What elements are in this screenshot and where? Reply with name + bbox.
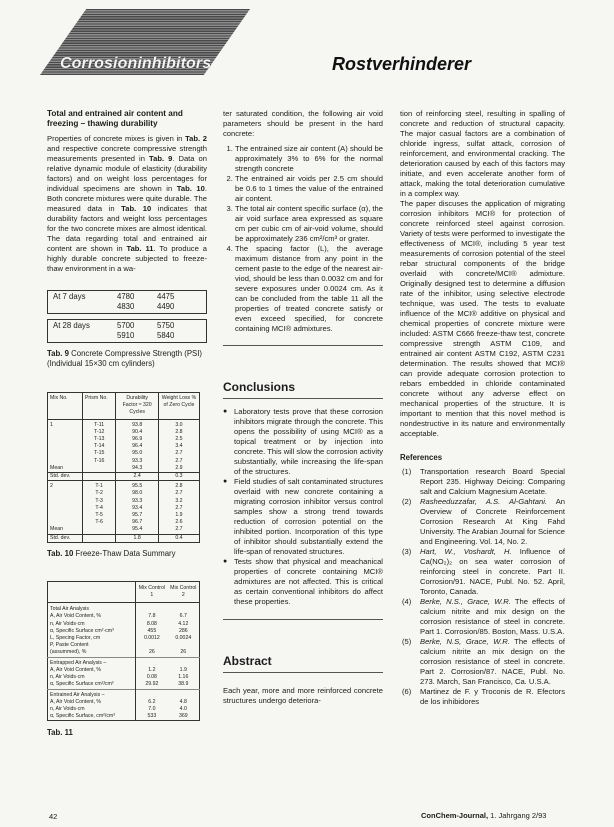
table-10-cell: 3.4 [158,443,199,450]
abstract-heading: Abstract [223,654,383,673]
abstract-text-start: Each year, more and more reinforced concrete structures undergo deteriora- [223,686,383,705]
table-reference: Tab. 10 [121,204,152,213]
air-void-parameters-list [223,144,383,334]
table-10-header: Durability Factor ≈ 320 Cycles [116,393,159,420]
table-11-header: Mix Control 2 [168,581,200,602]
table-11-row [48,628,200,635]
table-11-value: 1.9 [179,666,187,673]
table-11-row [48,713,200,721]
table-9-row [53,292,201,302]
table-11-label: n, Air Voids·cm [48,621,136,628]
table-11-value: 26 [148,649,155,656]
table-11-row [48,706,200,713]
reference-authors: Berke, N.S, Grace, W.R. [420,637,510,646]
column-2 [223,109,383,706]
table-9-value: 5750 [157,321,175,330]
table-10-cell: 2.7 [158,526,199,534]
section-banner-title: Corrosioninhibitors [60,55,212,72]
table-reference: Tab. 10 [176,184,205,193]
conclusion-item: ● Laboratory tests prove that these corrosion inhibitors migrate through the concrete. This opens the possibility of using MCI® as a topical treatment or by injection into concrete. This will slow the corrosion activity substantially, while increasing the life-span of the structures. [234,407,383,477]
table-11-value: 6.7 [179,613,187,620]
column-3 [400,109,565,707]
table-10-cell: 3.0 [158,419,199,429]
abstract-continued-2: The paper discuses the application of migrating corrosion inhibitors MCI® for protection of concrete reinforced steel against corrosion. Variety of tests were performed to investigate the effectiveness of MCI®, including 5 year test measurements of corrosion potential of the steel rebar structural components of the bridge overlaid with concrete/MCI® admixture. Originally designed test to determine a diffusion rate of the inhibitor, using selective electrode technique, was used. The tests to evaluate influence of the MCI® additive on physical and chemical properties of concrete mixture were included: ASTM C666 freeze-thaw test, concrete compressive strength ASTM C109, and entrained air content ASTM C192, ASTM C231 determination. The results showed that MCI® can provide adequate corrosion protection to rebars embedded in chloride contaminated concrete without any adverse effect on mechanical properties of the structure. It is important to mention that this novel method is nondestructive in its nature and environmentally acceptable. [400,199,565,438]
table-11-value [136,642,168,649]
table-10-cell [82,526,115,534]
table-10-caption: Tab. 10 Freeze-Thaw Data Summary [47,548,176,558]
table-10-row [48,512,200,519]
table-10-cell: 0.4 [158,534,199,542]
table-10-row [48,519,200,526]
table-10-cell [82,534,115,542]
table-11-label: (assummed), % [48,649,136,657]
table-9-value: 4475 [157,292,175,301]
table-10-cell: T-6 [82,519,115,526]
reference-number: (4) [402,597,412,606]
divider [223,345,383,346]
table-10-row [48,505,200,512]
table-9-value: 5840 [157,331,175,340]
table-11-row [48,667,200,674]
reference-number: (1) [402,467,412,476]
table-11-label: α, Specific Surface, cm²/cm³ [48,713,136,721]
table-10-row [48,443,200,450]
table-10-cell: 2.9 [158,465,199,473]
table-10-row [48,429,200,436]
table-9-row [53,331,201,341]
table-10-cell: T-2 [82,490,115,497]
column-1 [47,109,207,738]
table-11-cell [168,657,200,667]
table-10-cell [48,512,83,519]
table-11-cell [136,603,168,614]
reference-authors: Berke, N.S., Grace, W.R. [420,597,511,606]
table-11-row [48,699,200,706]
reference-item: (3) Hart, W., Voshardt, H. Influence of Ca(NO₂)₂ on sea water corrosion of reinforcing steel in concrete. Part II. Corrosion/91. NACE, Publ. No. 52. April, Toronto, Canada. [402,547,565,596]
table-11-label: A, Air Void Content, % [48,699,136,706]
table-9-value: 5700 [117,321,135,330]
table-11-value: 4.8 [179,698,187,705]
table-10-cell [48,443,83,450]
table-10-cell: 96.9 [116,436,159,443]
table-10-cell: 2.8 [158,429,199,436]
table-11-label: n, Air Voids·cm [48,674,136,681]
table-10-cell: 93.3 [116,458,159,465]
table-9 [47,290,207,369]
table-11-value: 6.2 [148,698,156,705]
table-10-cell: 3.2 [158,498,199,505]
table-10-cell: 2.6 [158,519,199,526]
references-heading: References [400,453,443,462]
reference-item: (2) Rasheeduzzafar, A.S. Al-Gahtani. An Overview of Concrete Reinforcement Corrosion Research At King Fahd University. The Arabian Journal for Science and Engineering. Vol. 14, No. 2. [402,497,566,546]
table-10-cell: 2.7 [158,458,199,465]
table-10-row [48,458,200,465]
air-content-paragraph: Properties of concrete mixes is given in Tab. 2 and respective concrete compressive strength measurements presented in Tab. 9. Data on relative dynamic module of elasticity (durability factors) and on weight loss percentages for individual specimens are shown in Tab. 10. Both concrete mixtures were quite durable. The measured data in Tab. 10 indicates that durability factors and weight loss percentages for the two concrete mixes are almost identical. The data regarding total and entrained air content are shown in Tab. 11. To produce a highly durable concrete subjected to freeze-thaw environment in a wa- [47,134,207,273]
table-11-cell [168,689,200,699]
table-10-cell [48,450,83,457]
table-11-row [48,635,200,642]
table-10-cell: 1.9 [158,512,199,519]
table-11-value: 4.0 [179,705,187,712]
table-10-cell: 2.7 [158,490,199,497]
table-10-cell: Std. dev. [48,473,83,481]
table-10-cell: 95.4 [116,526,159,534]
table-10-cell [48,490,83,497]
reference-number: (2) [402,497,412,506]
table-11-row [48,642,200,649]
table-9-label [53,302,117,312]
table-9-value: 4780 [117,292,135,301]
table-11-row [48,613,200,620]
table-11-label: α, Specific Surface cm²/cm³ [48,681,136,689]
table-reference: Tab. 2 [185,134,207,143]
table-10-cell: 2.7 [158,450,199,457]
table-11-section-label: Entrapped Air Analysis – [48,657,136,667]
table-10-cell: 95.0 [116,450,159,457]
table-10-cell [48,498,83,505]
table-10-cell: Mean [50,464,63,471]
table-10-cell: 2.8 [158,481,199,491]
parameter-item: 3. The total air content specific surface (α), the air void surface area expressed as square cm per cubic cm of air-void volume, should be approximately 236 cm²/cm³ or grater. [235,204,383,244]
table-11-value: 533 [147,713,157,720]
table-10-cell: 98.0 [116,490,159,497]
table-10-cell: 96.7 [116,519,159,526]
abstract-continued-1: tion of reinforcing steel, resulting in spalling of concrete and reduction of structural capacity. The major casual factors are a combination of chloride ingress, sulfat attack, corrosion of reinforcement, and environmental cracking. The deterioration caused by each of this factors may initiate, and even accelerate another form of attack, making the total deterioration cumulative in a complex way. [400,109,565,198]
table-10-row [48,419,200,429]
table-11-row [48,681,200,689]
table-10-cell: 90.4 [116,429,159,436]
table-11-label: P, Paste Content [48,642,136,649]
table-11-value: 26 [180,649,187,656]
table-reference: Tab. 9 [149,154,173,163]
table-9-caption: Tab. 9 Concrete Compressive Strength (PSI) (Individual 15×30 cm cylinders) [47,349,202,368]
table-10-header: Prism No. [82,393,115,420]
table-11-caption: Tab. 11 [47,728,73,738]
table-10-cell: T-3 [82,498,115,505]
table-11-label: n, Air Voids·cm [48,706,136,713]
table-10-cell: 94.3 [116,465,159,473]
table-11-cell [168,603,200,614]
table-11-row [48,649,200,657]
references-list [400,467,565,707]
table-11-value: 1.2 [148,666,156,673]
journal-footer: ConChem-Journal, 1. Jahrgang 2/93 [421,811,547,820]
table-9-group [47,319,207,343]
table-10-cell: 96.4 [116,443,159,450]
table-11-value: 455 [147,627,157,634]
table-9-label [53,331,117,341]
table-10-cell: Mean [50,526,63,533]
table-10-row [48,481,200,491]
table-9-row [53,302,201,312]
table-9-row [53,321,201,331]
table-10-row [48,473,200,481]
reference-item: (5) Berke, N.S, Grace, W.R. The effects of calcium nitrite an mix design on the corrosion resistance of steel in concrete. Part 2. Corrosion/87. NACE, Publ. No. 273. March, San Francisco, Ca. U.S.A. [402,637,565,686]
table-10-cell [48,458,83,465]
table-10-row [48,490,200,497]
table-11-section-title [48,603,200,614]
table-11-value: 0.0012 [143,635,160,642]
table-11-label: A, Air Void Content, % [48,613,136,620]
table-11-cell [136,657,168,667]
table-11-row [48,674,200,681]
table-11-value: 7.8 [148,613,156,620]
table-10-cell: Std. dev. [48,534,83,542]
table-11-value: 1.16 [178,674,189,681]
table-11-row [48,621,200,628]
table-10-cell: T-14 [82,443,115,450]
table-11-cell [136,689,168,699]
table-10-cell: T-15 [82,450,115,457]
reference-number: (5) [402,637,412,646]
table-10-cell: 2.7 [158,505,199,512]
table-10-cell: 95.5 [116,481,159,491]
reference-authors: Hart, W., Voshardt, H. [420,547,512,556]
conclusions-heading: Conclusions [223,380,383,399]
table-10-cell: 1 [50,421,53,428]
divider [223,619,383,620]
table-11-value: 8.08 [146,620,157,627]
table-10-row [48,534,200,542]
reference-item: (6) Martinez de F. y Troconis de R. Efectors de los inhibidores [402,687,565,706]
page-number: 42 [49,812,58,821]
table-10-cell: T-4 [82,505,115,512]
table-10-row [48,465,200,473]
table-10-cell: 0.3 [158,473,199,481]
table-10-cell: 1.8 [116,534,159,542]
table-10-cell [82,465,115,473]
table-11-label: A, Air Void Content, % [48,667,136,674]
table-9-value: 4830 [117,302,135,311]
table-11-header: Mix Control 1 [136,581,168,602]
table-9-group [47,290,207,314]
table-10-cell [48,505,83,512]
table-11-value [168,642,200,649]
table-10-cell: 2.4 [116,473,159,481]
reference-authors: Rasheeduzzafar, A.S. Al-Gahtani. [420,497,548,506]
conclusion-item: ● Tests show that physical and meachanical properties of concrete containing MCI® admixtures are not affected. This is critical as certain conventional inhibitors do affect these properties. [234,557,383,607]
parameter-item: 1. The entrained size air content (A) should be approximately 3% to 6% for the normal strength concrete [235,144,383,174]
table-10 [47,392,200,543]
conclusions-list [223,407,383,607]
table-10-cell [48,429,83,436]
table-11-section-label: Total Air Analysis [48,603,136,614]
table-10-cell: 93.4 [116,505,159,512]
table-10-cell [48,436,83,443]
table-10-cell: 93.3 [116,498,159,505]
table-10-cell: T-1 [82,481,115,491]
table-10-row [48,498,200,505]
table-11 [47,581,200,721]
table-10-cell: T-12 [82,429,115,436]
parameter-item: 2. The entrained air voids per 2.5 cm should be 0.6 to 1 times the value of the entrained air content. [235,174,383,204]
table-10-cell: T-13 [82,436,115,443]
parameter-item: 4. The spacing factor (L), the average maximum distance from any point in the cement paste to the edge of the nearest air-viod, should be less than 0.0032 cm and for severe exposures under 0.0024 cm. As it can be concluded from the table 11 all the properties of treated concrete satisfy or even exceed specified, for concrete containing MCI® admixtures. [235,244,383,334]
table-9-label: At 7 days [53,292,86,301]
table-10-cell: T-5 [82,512,115,519]
table-11-value: 369 [178,713,188,720]
table-11-section-title [48,657,200,667]
air-content-heading: Total and entrained air content and freezing – thawing durability [47,109,183,128]
table-11-header [48,581,136,602]
table-reference: Tab. 11 [126,244,154,253]
table-10-cell: 2.5 [158,436,199,443]
table-10-row [48,450,200,457]
table-11-value: 38.9 [178,681,189,688]
table-10-row [48,526,200,534]
table-11-value: 7.0 [148,705,156,712]
table-10-cell [82,473,115,481]
table-9-label: At 28 days [53,321,90,330]
table-10-cell: 95.7 [116,512,159,519]
table-10-header: Mix No. [48,393,83,420]
table-11-section-title [48,689,200,699]
table-11-label: L, Specing Factor, cm [48,635,136,642]
table-10-cell: 2 [48,481,83,491]
table-11-label: α, Specific Surface cm²·cm³ [48,628,136,635]
reference-number: (3) [402,547,412,556]
table-9-value: 5910 [117,331,135,340]
table-11-value: 0.08 [146,674,157,681]
reference-item: (4) Berke, N.S., Grace, W.R. The effects of calcium nitrite and mix design on the corrosion resistance of steel in concrete. Part 1. Corrosion/85. Boston, Mass. U.S.A. [402,597,565,636]
air-void-intro: ter saturated condition, the following air void parameters should be present in the hard concrete: [223,109,383,138]
table-11-value: 29.92 [145,681,159,688]
conclusion-item: ● Field studies of salt contaminated structures overlaid with new concrete containing a migrating corrosion inhibitor versus control samples show a strong trend towards reduction of corrosion potential on the inhibited portion. Incorporation of this type of inhibitor should substantially extend the life-span of renovated structures. [234,477,383,557]
table-11-value: 4.12 [178,620,189,627]
reference-item: (1) Transportation research Board Special Report 235. Highway Deicing: Comparing salt and Calcium Magnesium Acetate. [402,467,565,496]
german-section-title: Rostverhinderer [332,54,472,74]
table-10-row [48,436,200,443]
table-10-cell: 93.8 [116,419,159,429]
table-10-cell: T-16 [82,458,115,465]
table-10-cell: T-11 [82,419,115,429]
table-9-value: 4490 [157,302,175,311]
table-10-cell [48,519,83,526]
table-10-header: Weight Loss % of Zero Cycle [158,393,199,420]
table-11-value: 286 [178,627,188,634]
table-11-section-label: Entrained Air Analysis – [48,689,136,699]
reference-number: (6) [402,687,412,696]
table-11-value: 0.0024 [175,635,192,642]
